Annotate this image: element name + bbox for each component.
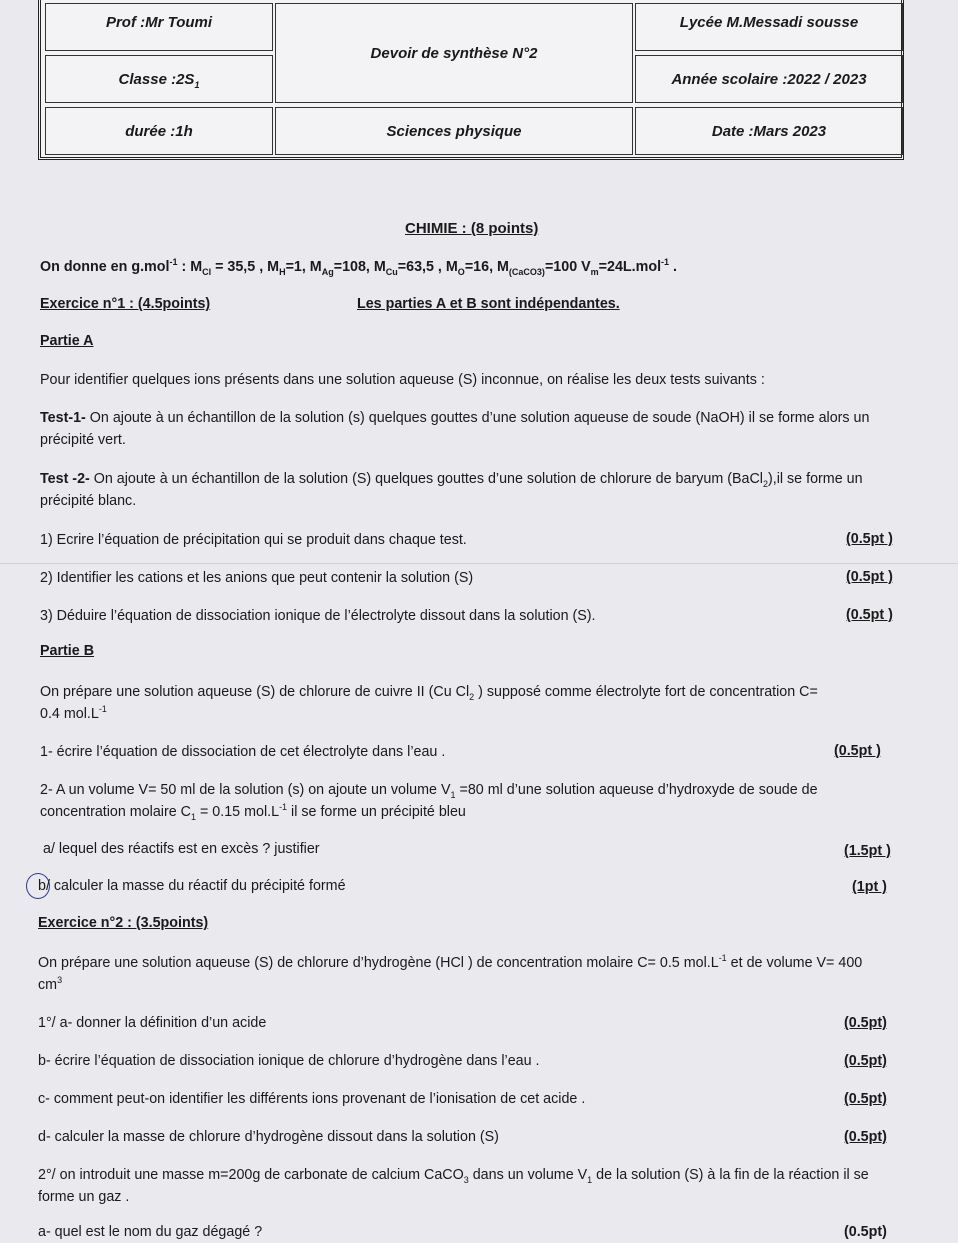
duration: durée :1h (125, 122, 193, 140)
points-2-1b: (0.5pt) (844, 1053, 887, 1069)
question-2-1b: b- écrire l’équation de dissociation ionique de chlorure d’hydrogène dans l’eau . (38, 1053, 540, 1069)
class-label: Classe $:2S_1$ (118, 70, 200, 90)
points-2-2a: (0.5pt) (844, 1224, 887, 1240)
points-2-1c: (0.5pt) (844, 1091, 887, 1107)
part-b-title: Partie B (40, 643, 95, 659)
class-cell (45, 55, 273, 103)
header-table (38, 0, 904, 160)
question-a1: 1) Ecrire l’équation de précipitation qui se produit dans chaque test. (40, 532, 467, 548)
question-b2: 2- A un volume V= 50 ml de la solution (s) on ajoute un volume $V_1 =80$ ml d’une solution aqueuse d’hydroxyde de soude de concentration molaire $C_1 = 0.15$ $mol.L^{-1}$ il se forme un précipité bleu (40, 782, 818, 822)
subject-cell (275, 107, 633, 155)
question-2-1c: c- comment peut-on identifier les différents ions provenant de l’ionisation de cet acide . (38, 1091, 586, 1107)
question-b1: 1- écrire l’équation de dissociation de cet électrolyte dans l’eau . (40, 744, 446, 760)
exercise-1-title: Exercice n°1 : (4.5points) (40, 296, 211, 312)
exam-title-cell (275, 3, 633, 103)
question-a3: 3) Déduire l’équation de dissociation ionique de l’électrolyte dissout dans la solution (S). (40, 608, 596, 624)
exam-title: Devoir de synthèse N°2 (370, 44, 538, 62)
independent-parts-note: Les parties A et B sont indépendantes. (357, 296, 620, 312)
points-b2a: (1.5pt ) (844, 843, 891, 859)
chimie-title: CHIMIE : (8 points) (405, 220, 539, 237)
points-2-1d: (0.5pt) (844, 1129, 887, 1145)
page-fold-line (0, 563, 958, 564)
points-b2b: (1pt ) (852, 879, 887, 895)
part-b-intro: On prépare une solution aqueuse (S) de chlorure de cuivre II (Cu $Cl_2$ ) supposé comme électrolyte fort de concentration C= 0.4 $mol.L^{-1}$ (40, 684, 818, 722)
points-b1: (0.5pt ) (834, 743, 881, 759)
points-a1: (0.5pt ) (846, 531, 893, 547)
teacher-cell (45, 3, 273, 51)
question-2-2a: a- quel est le nom du gaz dégagé ? (38, 1224, 263, 1240)
year-cell (635, 55, 903, 103)
question-2-1d: d- calculer la masse de chlorure d’hydrogène dissout dans la solution (S) (38, 1129, 499, 1145)
part-a-intro: Pour identifier quelques ions présents dans une solution aqueuse (S) inconnue, on réalise les deux tests suivants : (40, 372, 765, 388)
duration-cell (45, 107, 273, 155)
part-a-title: Partie A (40, 333, 94, 349)
exam-date: Date :Mars 2023 (711, 122, 827, 140)
question-2-2: 2°/ on introduit une masse m=200g de carbonate de calcium CaCO$_3$ dans un volume $V_1$ de la solution (S) à la fin de la réaction il se forme un gaz . (38, 1167, 869, 1205)
question-a2: 2) Identifier les cations et les anions que peut contenir la solution (S) (40, 570, 474, 586)
school-name: Lycée M.Messadi sousse (679, 14, 859, 31)
given-data-line: On donne en g.mol$^{-1}$ : $M_{Cl} = 35,5$ , $M_H=1$, $M_{Ag}=108$, $M_{Cu}=63,5$ , $M_O=16$, $M_{(CaCO3)}=100$ $V_m=24L.mol^{-1}$ . (40, 257, 678, 277)
school-year: Année scolaire :2022 / 2023 (671, 70, 867, 88)
exercise-2-title: Exercice n°2 : (3.5points) (38, 915, 209, 931)
points-a3: (0.5pt ) (846, 607, 893, 623)
school-cell (635, 3, 903, 51)
subject: Sciences physique (386, 122, 522, 140)
points-2-1a: (0.5pt) (844, 1015, 887, 1031)
test-1: Test-1- On ajoute à un échantillon de la solution (s) quelques gouttes d’une solution aqueuse de soude (NaOH) il se forme alors un précipité vert. (40, 410, 870, 448)
points-a2: (0.5pt ) (846, 569, 893, 585)
question-b2a: a/ lequel des réactifs est en excès ? justifier (43, 841, 320, 857)
test-2: Test -2- On ajoute à un échantillon de la solution (S) quelques gouttes d’une solution de chlorure de baryum (BaCl$_2$),il se forme un précipité blanc. (40, 471, 863, 509)
question-b2b: b/ calculer la masse du réactif du précipité formé (38, 878, 346, 894)
teacher-name: Prof :Mr Toumi (105, 14, 213, 31)
date-cell (635, 107, 903, 155)
question-2-1a: 1°/ a- donner la définition d’un acide (38, 1015, 267, 1031)
exercise-2-intro: On prépare une solution aqueuse (S) de chlorure d’hydrogène (HCl ) de concentration molaire C= 0.5 $mol.L^{-1}$ et de volume V= 400 $cm^3$ (38, 953, 863, 993)
